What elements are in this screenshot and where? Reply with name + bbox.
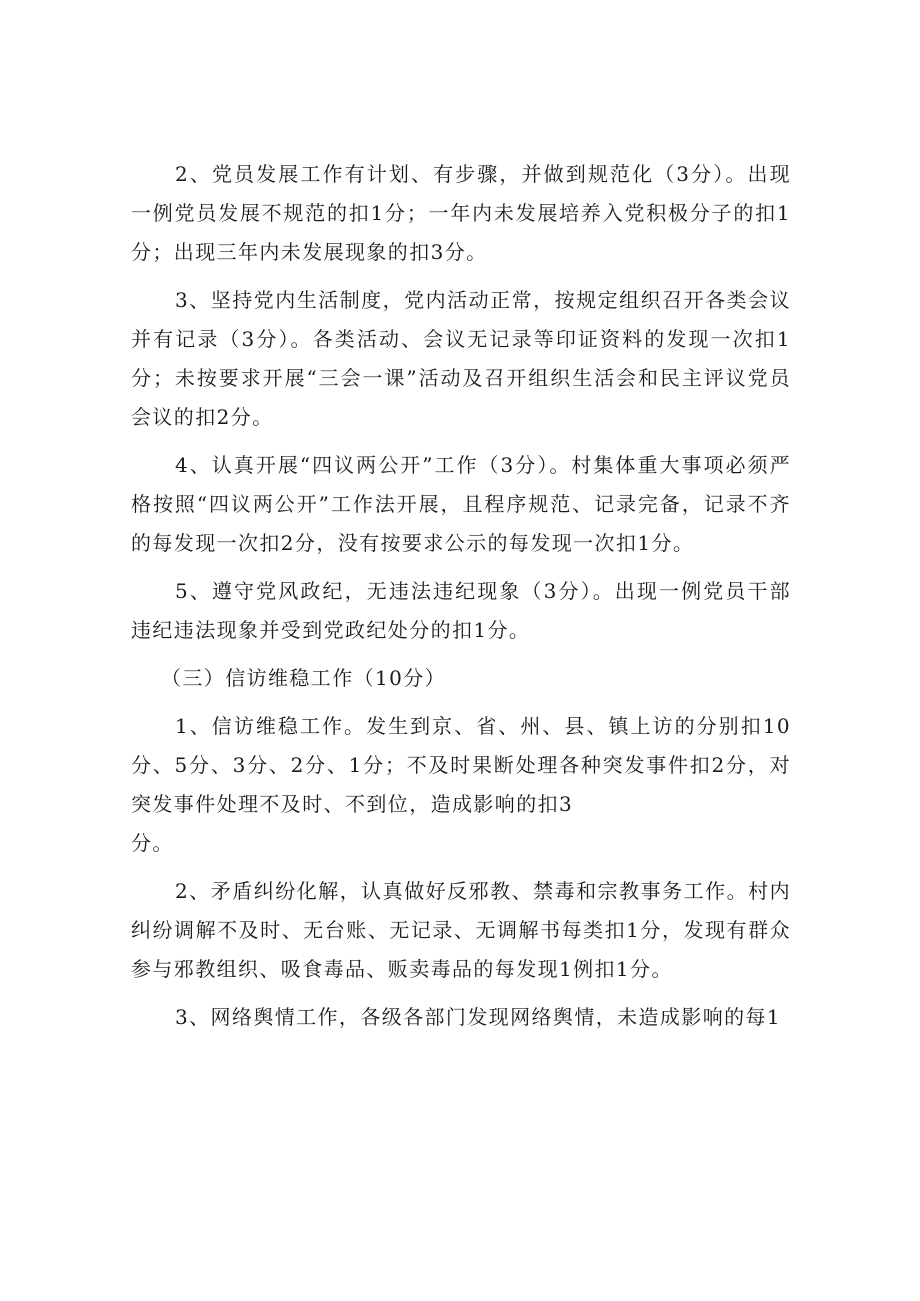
paragraph-dispute-resolution: 2、矛盾纠纷化解，认真做好反邪教、禁毒和宗教事务工作。村内纠纷调解不及时、无台账、无记录、无调解书每类扣1分，发现有群众参与邪教组织、吸食毒品、贩卖毒品的每发现1例扣1分。 xyxy=(131,879,791,981)
paragraph-petition-stability-tail: 分。 xyxy=(131,831,174,855)
paragraph-four-discussions: 4、认真开展“四议两公开”工作（3分）。村集体重大事项必须严格按照“四议两公开”工作法开展，且程序规范、记录完备，记录不齐的每发现一次扣2分，没有按要求公示的每发现一次扣1分。 xyxy=(131,453,791,555)
paragraph-petition-stability: 1、信访维稳工作。发生到京、省、州、县、镇上访的分别扣10分、5分、3分、2分、1分；不及时果断处理各种突发事件扣2分，对突发事件处理不及时、不到位，造成影响的扣3 xyxy=(131,714,791,816)
paragraph-party-discipline: 5、遵守党风政纪，无违法违纪现象（3分）。出现一例党员干部违纪违法现象并受到党政纪处分的扣1分。 xyxy=(131,579,791,642)
document-body xyxy=(131,155,791,1046)
paragraph-online-opinion: 3、网络舆情工作，各级各部门发现网络舆情，未造成影响的每1 xyxy=(175,1005,782,1029)
paragraph-party-life: 3、坚持党内生活制度，党内活动正常，按规定组织召开各类会议并有记录（3分）。各类活动、会议无记录等印证资料的发现一次扣1分；未按要求开展“三会一课”活动及召开组织生活会和民主评议党员会议的扣2分。 xyxy=(131,288,791,429)
paragraph-party-development: 2、党员发展工作有计划、有步骤，并做到规范化（3分）。出现一例党员发展不规范的扣1分；一年内未发展培养入党积极分子的扣1分；出现三年内未发展现象的扣3分。 xyxy=(131,162,791,264)
section-heading-petition: （三）信访维稳工作（10分） xyxy=(161,666,447,690)
